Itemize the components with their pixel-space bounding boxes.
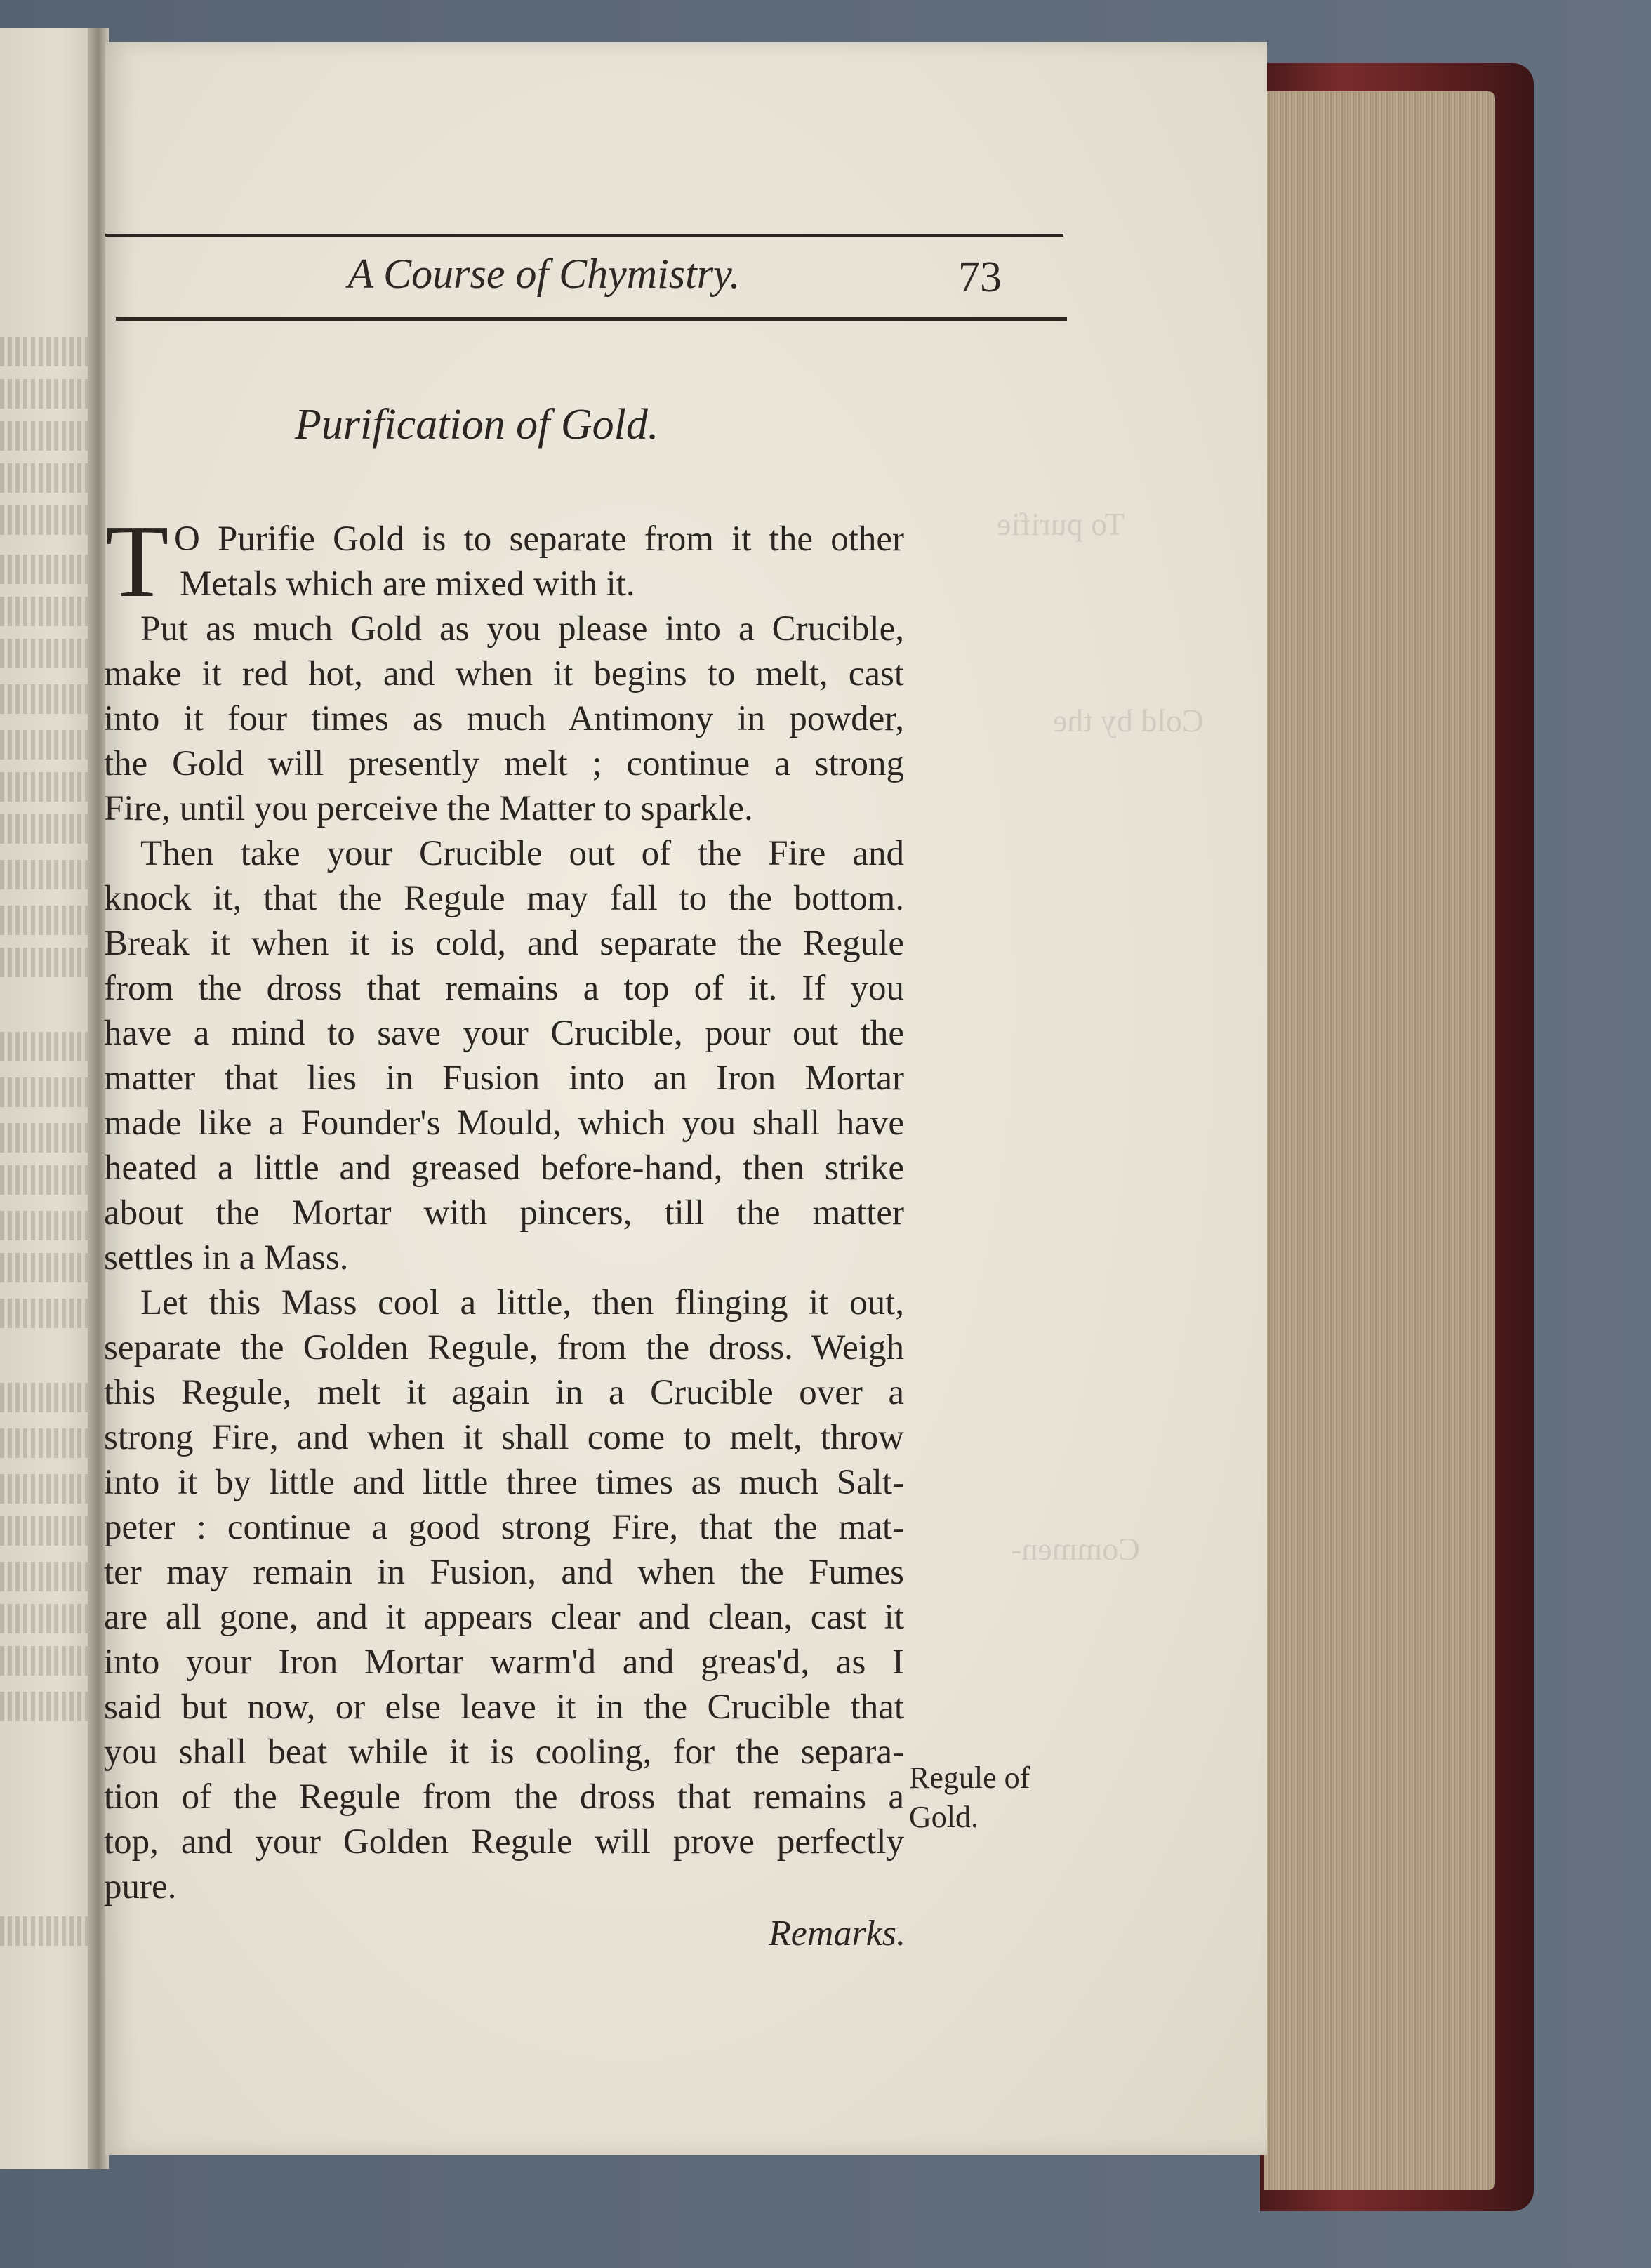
- text-line: the Gold will presently melt ; continue a strong: [104, 744, 904, 783]
- page-number: 73: [958, 253, 1002, 301]
- text-line: settles in a Mass.: [104, 1238, 349, 1278]
- text-line: Fire, until you perceive the Matter to sparkle.: [104, 789, 753, 828]
- text-line: Metals which are mixed with it.: [180, 564, 635, 604]
- page-edges: [1264, 91, 1495, 2190]
- section-title: Purification of Gold.: [295, 401, 659, 449]
- text-line: into it four times as much Antimony in powder,: [104, 699, 904, 738]
- text-line: made like a Founder's Mould, which you shall have: [104, 1103, 904, 1143]
- margin-note: Regule of Gold.: [909, 1760, 1030, 1834]
- facing-page-text-line: [0, 1123, 98, 1153]
- text-line: you shall beat while it is cooling, for the separa-: [104, 1732, 904, 1772]
- text-line: into your Iron Mortar warm'd and greas'd, as I: [104, 1643, 904, 1682]
- facing-page-text-line: [0, 1165, 98, 1195]
- facing-page-text-line: [0, 1428, 98, 1458]
- text-line: from the dross that remains a top of it. If you: [104, 969, 904, 1008]
- facing-page-text-line: [0, 860, 98, 889]
- text-line: top, and your Golden Regule will prove perfectly: [104, 1822, 904, 1862]
- facing-page-text-line: [0, 1211, 98, 1240]
- text-line: strong Fire, and when it shall come to melt, throw: [104, 1418, 904, 1457]
- text-line: have a mind to save your Crucible, pour out the: [104, 1014, 904, 1053]
- facing-page-text-line: [0, 948, 98, 977]
- facing-page-text-line: [0, 1604, 98, 1633]
- running-head: A Course of Chymistry.: [347, 251, 741, 297]
- text-line: about the Mortar with pincers, till the matter: [104, 1193, 904, 1233]
- text-line: into it by little and little three times as much Salt-: [104, 1463, 904, 1502]
- facing-page-text-line: [0, 421, 98, 451]
- text-line: make it red hot, and when it begins to melt, cast: [104, 654, 904, 694]
- facing-page-text-line: [0, 1383, 98, 1412]
- header-rule-lower: [116, 317, 1067, 321]
- facing-page-text-line: [0, 379, 98, 409]
- facing-page-text-line: [0, 814, 98, 844]
- text-line: ter may remain in Fusion, and when the Fumes: [104, 1553, 904, 1592]
- facing-page-text-line: [0, 555, 98, 584]
- facing-page-text-line: [0, 1646, 98, 1676]
- header-rule: [105, 234, 1063, 237]
- show-through-text: Cold by the: [1053, 703, 1204, 738]
- facing-page-text-line: [0, 505, 98, 535]
- facing-page-text-line: [0, 1916, 98, 1946]
- text-line: Then take your Crucible out of the Fire and: [140, 834, 904, 873]
- text-line: tion of the Regule from the dross that remains a: [104, 1777, 904, 1817]
- text-line: heated a little and greased before-hand, then strike: [104, 1148, 904, 1188]
- facing-page-text-line: [0, 463, 98, 493]
- facing-page-text-line: [0, 906, 98, 935]
- text-line: pure.: [104, 1867, 177, 1906]
- catchword: Remarks.: [769, 1914, 906, 1954]
- facing-page-text-line: [0, 772, 98, 802]
- facing-page-text-line: [0, 1032, 98, 1061]
- facing-page-text-line: [0, 639, 98, 668]
- text-line: knock it, that the Regule may fall to the bottom.: [104, 879, 904, 918]
- text-line: peter : continue a good strong Fire, that the mat-: [104, 1508, 904, 1547]
- facing-page-text-line: [0, 597, 98, 626]
- text-line: O Purifie Gold is to separate from it the other: [174, 519, 904, 559]
- facing-page-text-line: [0, 1299, 98, 1328]
- show-through-text: To purifie: [997, 506, 1125, 542]
- facing-page-text-line: [0, 730, 98, 760]
- facing-page-text-line: [0, 1253, 98, 1282]
- facing-page-text-line: [0, 684, 98, 714]
- facing-page-text-line: [0, 1692, 98, 1721]
- text-line: Break it when it is cold, and separate the Regule: [104, 924, 904, 963]
- facing-page-edge: [0, 28, 98, 2169]
- facing-page-text-line: [0, 1516, 98, 1546]
- facing-page-text-line: [0, 1474, 98, 1504]
- facing-page-text-line: [0, 1077, 98, 1107]
- text-line: separate the Golden Regule, from the dross. Weigh: [104, 1328, 904, 1367]
- facing-page-text-line: [0, 337, 98, 366]
- show-through-text: Commen-: [1011, 1531, 1140, 1567]
- text-line: said but now, or else leave it in the Crucible that: [104, 1687, 904, 1727]
- body-text: [104, 504, 904, 1909]
- facing-page-text-line: [0, 1562, 98, 1591]
- text-line: Put as much Gold as you please into a Crucible,: [140, 609, 904, 649]
- text-line: this Regule, melt it again in a Crucible over a: [104, 1373, 904, 1412]
- text-line: are all gone, and it appears clear and clean, cast it: [104, 1598, 904, 1637]
- text-line: Let this Mass cool a little, then flinging it out,: [140, 1283, 904, 1322]
- drop-cap: T: [105, 504, 169, 619]
- text-line: matter that lies in Fusion into an Iron Mortar: [104, 1059, 904, 1098]
